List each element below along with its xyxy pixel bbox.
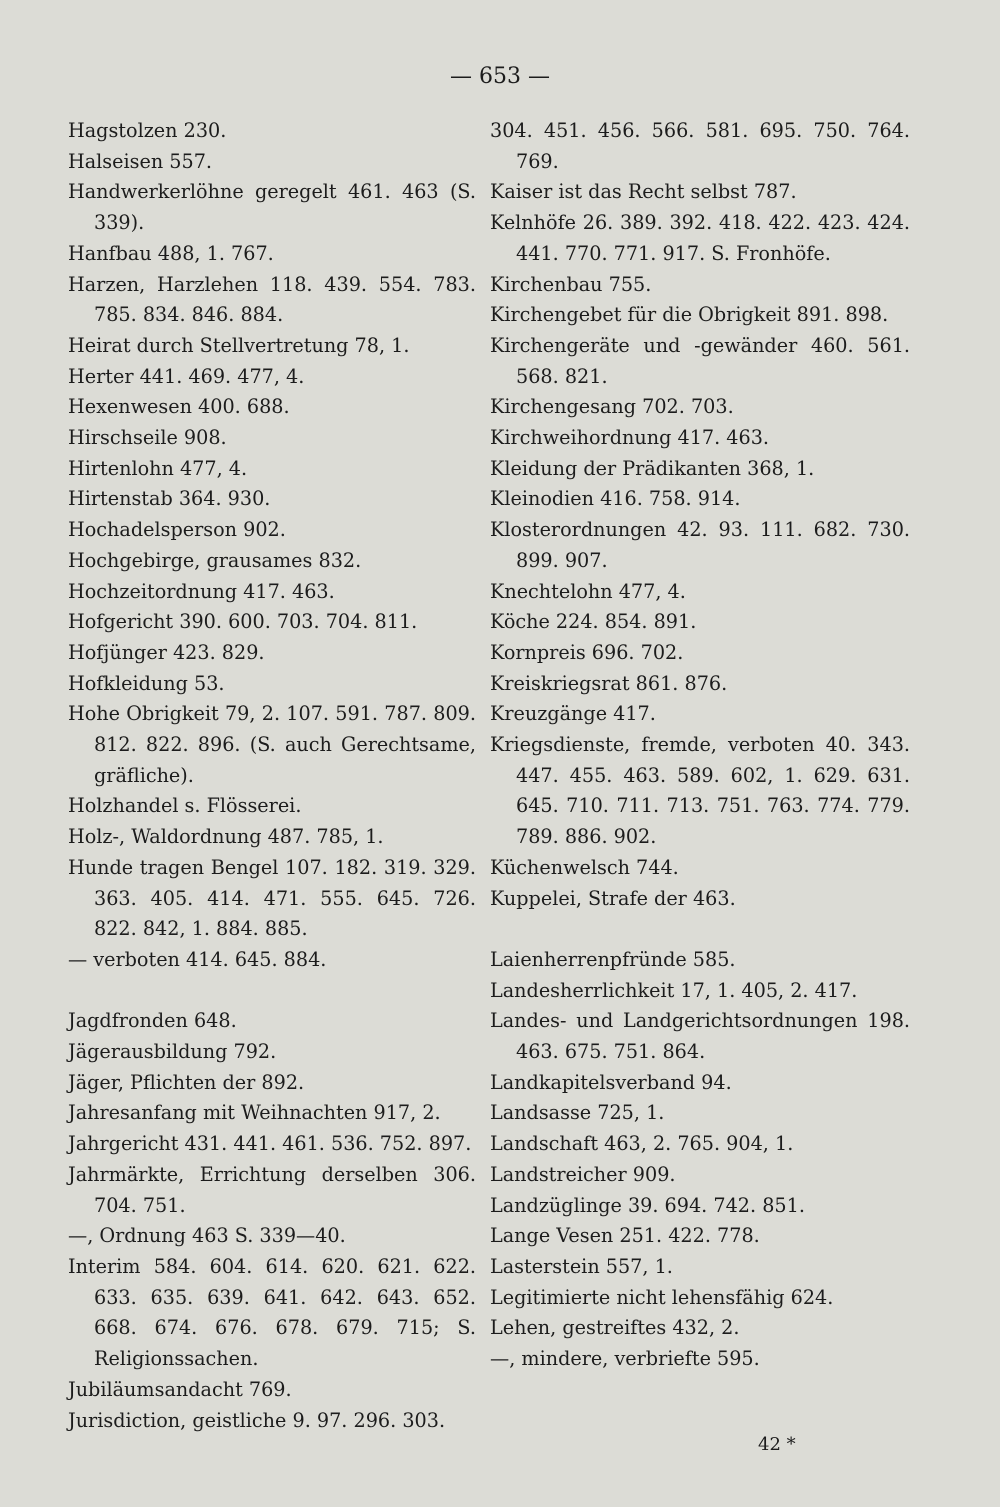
index-entry: Hofkleidung 53.	[68, 671, 225, 695]
index-entry: — verboten 414. 645. 884.	[68, 947, 327, 971]
index-entry: Jäger, Pflichten der 892.	[68, 1070, 305, 1094]
index-entry: Kuppelei, Strafe der 463.	[490, 886, 736, 910]
index-entry: Harzen, Harzlehen 118. 439. 554. 783. 785. 834. 846. 884.	[68, 272, 476, 327]
index-entry: Hirtenstab 364. 930.	[68, 487, 271, 511]
index-entry: Jahrgericht 431. 441. 461. 536. 752. 897.	[68, 1132, 472, 1156]
index-entry: Landesherrlichkeit 17, 1. 405, 2. 417.	[490, 978, 858, 1002]
index-entry: Hexenwesen 400. 688.	[68, 395, 290, 419]
index-entry: Halseisen 557.	[68, 149, 213, 173]
index-entry: Landzüglinge 39. 694. 742. 851.	[490, 1193, 805, 1217]
index-entry: Hohe Obrigkeit 79, 2. 107. 591. 787. 809. 812. 822. 896. (S. auch Gerechtsame, gräfliche).	[68, 702, 476, 787]
index-entry: —, mindere, verbriefte 595.	[490, 1347, 760, 1371]
index-entry: Kriegsdienste, fremde, verboten 40. 343. 447. 455. 463. 589. 602, 1. 629. 631. 645. 710. 711. 713. 751. 763. 774. 779. 789. 886. 902.	[490, 733, 910, 849]
index-entry: Laienherrenpfründe 585.	[490, 947, 736, 971]
index-entry: Kreuzgänge 417.	[490, 702, 656, 726]
index-entry: Landkapitelsverband 94.	[490, 1070, 732, 1094]
index-entry: 304. 451. 456. 566. 581. 695. 750. 764. 769.	[490, 119, 910, 173]
index-entry: Küchenwelsch 744.	[490, 855, 679, 879]
index-entry: Hochzeitordnung 417. 463.	[68, 579, 335, 603]
index-entry: Hanfbau 488, 1. 767.	[68, 241, 274, 265]
index-entry: —, Ordnung 463 S. 339—40.	[68, 1224, 346, 1248]
index-entry: Kirchweihordnung 417. 463.	[490, 426, 770, 450]
index-entry: Heirat durch Stellvertretung 78, 1.	[68, 333, 410, 357]
index-entry: Holzhandel s. Flösserei.	[68, 794, 302, 818]
index-entry: Kirchenbau 755.	[490, 272, 652, 296]
index-entry: Lasterstein 557, 1.	[490, 1255, 673, 1278]
index-entry: Jahrmärkte, Errichtung derselben 306. 704. 751.	[68, 1162, 476, 1217]
index-entry: Hofjünger 423. 829.	[68, 640, 265, 664]
index-entry: Jurisdiction, geistliche 9. 97. 296. 303.	[68, 1408, 446, 1432]
signature-mark: 42 *	[758, 1434, 796, 1455]
index-entry: Landschaft 463, 2. 765. 904, 1.	[490, 1132, 794, 1156]
index-entry: Knechtelohn 477, 4.	[490, 579, 686, 603]
index-entry: Kirchengebet für die Obrigkeit 891. 898.	[490, 303, 889, 327]
index-entry: Legitimierte nicht lehensfähig 624.	[490, 1285, 834, 1309]
index-entry: Köche 224. 854. 891.	[490, 610, 697, 634]
index-entry: Landstreicher 909.	[490, 1162, 676, 1186]
index-entry: Kleinodien 416. 758. 914.	[490, 487, 741, 511]
index-entry: Hunde tragen Bengel 107. 182. 319. 329. 363. 405. 414. 471. 555. 645. 726. 822. 842, 1. 884. 885.	[68, 855, 476, 941]
index-entry: Lange Vesen 251. 422. 778.	[490, 1224, 760, 1248]
index-entry: Hirschseile 908.	[68, 426, 227, 450]
index-entry: Kornpreis 696. 702.	[490, 640, 684, 664]
index-entry: Kelnhöfe 26. 389. 392. 418. 422. 423. 424. 441. 770. 771. 917. S. Fronhöfe.	[490, 211, 910, 265]
index-entry: Kleidung der Prädikanten 368, 1.	[490, 456, 815, 480]
index-column-right	[490, 116, 910, 1375]
index-entry: Hofgericht 390. 600. 703. 704. 811.	[68, 610, 418, 634]
index-entry: Herter 441. 469. 477, 4.	[68, 364, 305, 388]
index-entry: Hochadelsperson 902.	[68, 518, 286, 542]
index-entry: Kirchengesang 702. 703.	[490, 395, 734, 419]
index-entry: Kreiskriegsrat 861. 876.	[490, 671, 728, 695]
index-entry: Kaiser ist das Recht selbst 787.	[490, 180, 797, 204]
index-entry: Hirtenlohn 477, 4.	[68, 456, 248, 480]
index-entry: Klosterordnungen 42. 93. 111. 682. 730. 899. 907.	[490, 518, 910, 572]
index-entry: Interim 584. 604. 614. 620. 621. 622. 633. 635. 639. 641. 642. 643. 652. 668. 674. 676. 678. 679. 715; S. Religionssachen.	[68, 1255, 476, 1371]
index-entry: Jägerausbildung 792.	[68, 1040, 277, 1064]
page-number: — 653 —	[450, 64, 550, 89]
index-entry: Landes- und Landgerichtsordnungen 198. 463. 675. 751. 864.	[490, 1009, 910, 1064]
index-entry: Jubiläumsandacht 769.	[68, 1377, 292, 1401]
index-entry: Handwerkerlöhne geregelt 461. 463 (S. 339).	[68, 180, 476, 235]
index-entry: Jagdfronden 648.	[68, 1009, 237, 1033]
index-entry: Jahresanfang mit Weihnachten 917, 2.	[68, 1101, 441, 1125]
index-entry: Kirchengeräte und -gewänder 460. 561. 568. 821.	[490, 333, 910, 388]
index-entry: Hagstolzen 230.	[68, 119, 227, 142]
index-column-left	[68, 116, 476, 1436]
index-entry: Lehen, gestreiftes 432, 2.	[490, 1316, 740, 1340]
index-entry: Holz-, Waldordnung 487. 785, 1.	[68, 825, 384, 849]
index-entry: Hochgebirge, grausames 832.	[68, 548, 362, 572]
index-entry: Landsasse 725, 1.	[490, 1101, 665, 1125]
